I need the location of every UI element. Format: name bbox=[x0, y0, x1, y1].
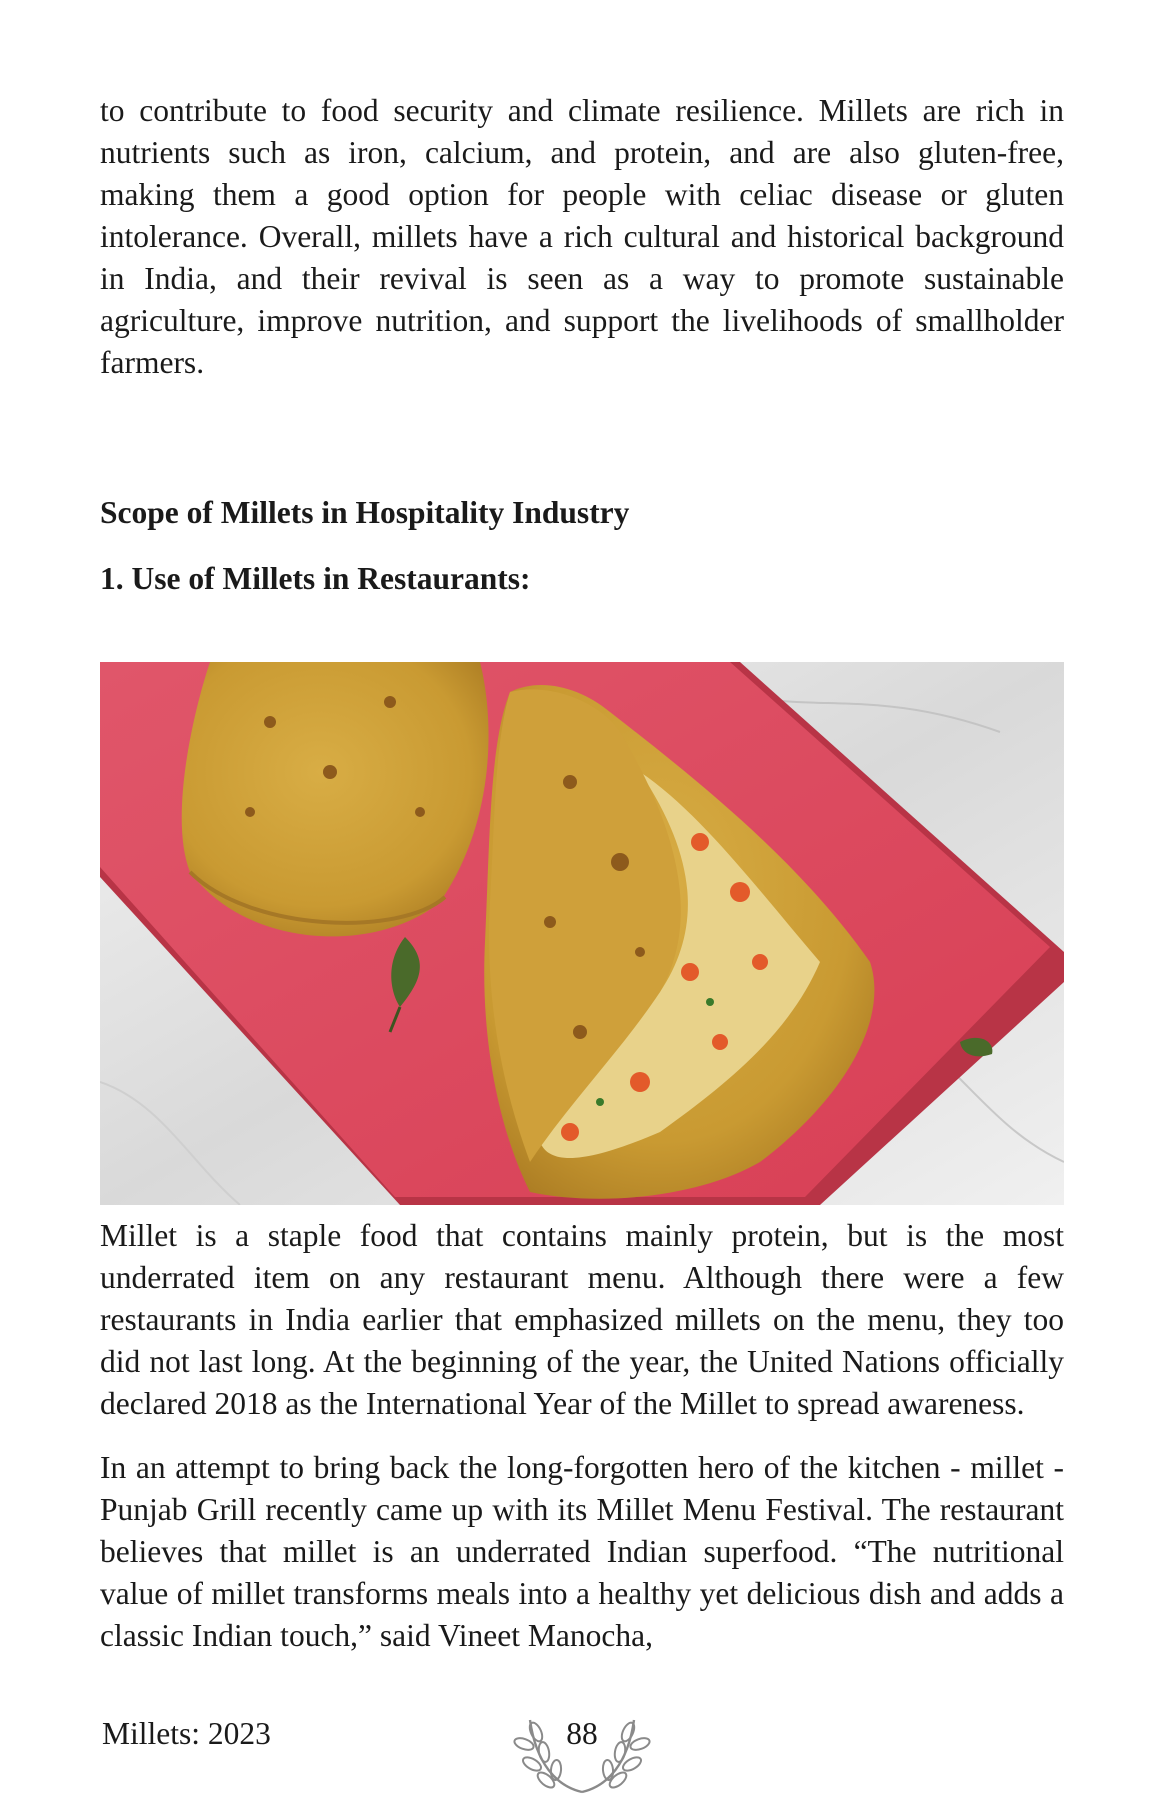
food-illustration bbox=[100, 662, 1064, 1205]
page-content bbox=[100, 90, 1064, 1657]
body-paragraph-2: Millet is a staple food that contains mainly protein, but is the most underrated item on any restaurant menu. Although there were a few restaurants in India earlier that emphasized millets on the menu, they too did not last long. At the beginning of the year, the United Nations officially declared 2018 as the International Year of the Millet to spread awareness. bbox=[100, 1218, 1064, 1421]
sub-heading: 1. Use of Millets in Restaurants: bbox=[100, 561, 531, 596]
footer-book-title: Millets: 2023 bbox=[102, 1716, 271, 1751]
millet-wrap-photo bbox=[100, 662, 1064, 1205]
page-number: 88 bbox=[566, 1716, 598, 1751]
body-paragraph-3: In an attempt to bring back the long-forgotten hero of the kitchen - millet - Punjab Grill recently came up with its Millet Menu Festival. The restaurant believes that millet is an underrated Indian superfood. “The nutritional value of millet transforms meals into a healthy yet delicious dish and adds a classic Indian touch,” said Vineet Manocha, bbox=[100, 1450, 1064, 1653]
section-heading: Scope of Millets in Hospitality Industry bbox=[100, 495, 630, 530]
page-footer bbox=[100, 1714, 1064, 1794]
intro-paragraph: to contribute to food security and climate resilience. Millets are rich in nutrients such as iron, calcium, and protein, and are also gluten-free, making them a good option for people with celiac disease or gluten intolerance. Overall, millets have a rich cultural and historical background in India, and their revival is seen as a way to promote sustainable agriculture, improve nutrition, and support the livelihoods of smallholder farmers. bbox=[100, 93, 1064, 380]
